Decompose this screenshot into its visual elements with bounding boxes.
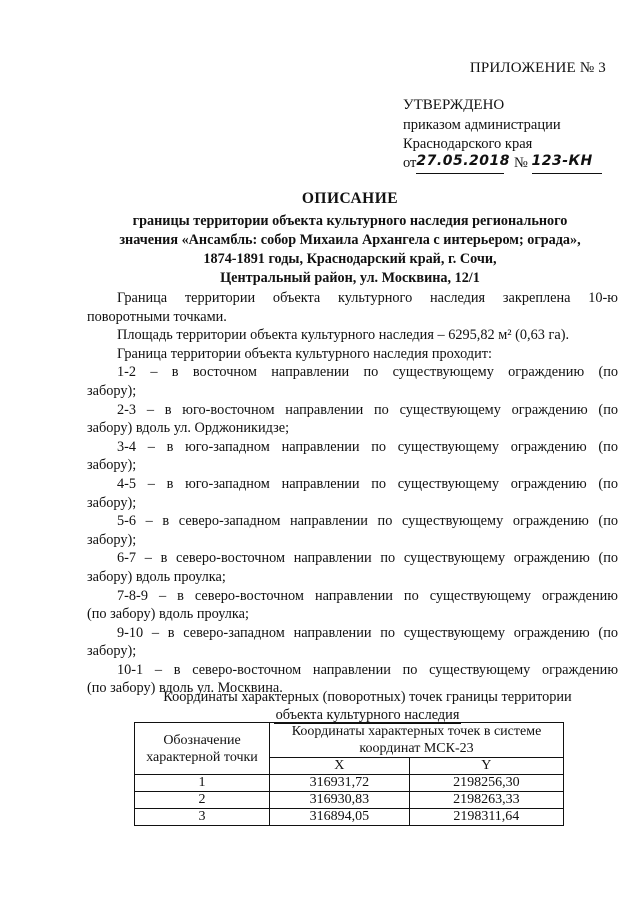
approval-stamp bbox=[403, 96, 618, 174]
header-coords: Координаты характерных точек в системе координат МСК-23 bbox=[270, 723, 564, 758]
table-header-row bbox=[135, 723, 564, 758]
date-prefix: от bbox=[403, 155, 417, 171]
handwritten-number: 123-КН bbox=[531, 153, 593, 169]
handwritten-date: 27.05.2018 bbox=[416, 153, 510, 169]
paragraph-first-line: Граница территории объекта культурного наследия проходит: bbox=[117, 345, 492, 362]
cell-y: 2198263,33 bbox=[409, 792, 563, 809]
header-point: Обозначение характерной точки bbox=[135, 723, 270, 775]
paragraph-first-line: 6-7 – в северо-восточном направлении по существующему ограждению (по bbox=[117, 550, 618, 567]
description-body bbox=[87, 289, 618, 698]
coordinates-table bbox=[134, 722, 564, 826]
paragraph-first-line: 3-4 – в юго-западном направлении по существующему ограждению (по bbox=[117, 438, 618, 455]
paragraph-first-line: 5-6 – в северо-западном направлении по существующему ограждению (по bbox=[117, 513, 618, 530]
paragraph-first-line: 2-3 – в юго-восточном направлении по существующему ограждению (по bbox=[117, 401, 618, 418]
heading-line: Центральный район, ул. Москвина, 12/1 bbox=[220, 270, 480, 286]
table-row bbox=[135, 809, 564, 826]
header-y: Y bbox=[409, 758, 563, 775]
appendix-label: ПРИЛОЖЕНИЕ № 3 bbox=[469, 60, 606, 76]
cell-y: 2198311,64 bbox=[409, 809, 563, 826]
table-row bbox=[135, 775, 564, 792]
number-prefix: № bbox=[514, 155, 528, 171]
approval-title: УТВЕРЖДЕНО bbox=[403, 97, 505, 113]
paragraph-continuation: забору); bbox=[87, 494, 137, 511]
caption-line-1: Координаты характерных (поворотных) точек границы территории bbox=[163, 689, 572, 705]
cell-point: 1 bbox=[135, 775, 270, 792]
table-caption bbox=[117, 688, 618, 724]
cell-y: 2198256,30 bbox=[409, 775, 563, 792]
paragraph-continuation: забору); bbox=[87, 382, 137, 399]
heading-line: границы территории объекта культурного наследия регионального bbox=[132, 213, 568, 229]
paragraph-continuation: забору) вдоль ул. Орджоникидзе; bbox=[87, 420, 290, 437]
table-row bbox=[135, 792, 564, 809]
header-x: X bbox=[270, 758, 410, 775]
paragraph-continuation: забору) вдоль проулка; bbox=[87, 568, 226, 585]
heading-line: 1874-1891 годы, Краснодарский край, г. Сочи, bbox=[203, 251, 497, 267]
paragraph-first-line: 9-10 – в северо-западном направлении по существующему ограждению (по bbox=[117, 624, 618, 641]
paragraph-continuation: (по забору) вдоль проулка; bbox=[87, 606, 249, 623]
paragraph-first-line: 10-1 – в северо-восточном направлении по существующему ограждению bbox=[117, 661, 618, 678]
approval-line-1: приказом администрации bbox=[403, 117, 561, 133]
approval-line-2: Краснодарского края bbox=[403, 136, 533, 152]
paragraph-continuation: забору); bbox=[87, 531, 137, 548]
cell-point: 2 bbox=[135, 792, 270, 809]
cell-x: 316931,72 bbox=[270, 775, 410, 792]
cell-x: 316894,05 bbox=[270, 809, 410, 826]
paragraph-first-line: Площадь территории объекта культурного наследия – 6295,82 м² (0,63 га). bbox=[117, 327, 570, 344]
heading-title: ОПИСАНИЕ bbox=[301, 190, 399, 207]
paragraph-continuation: забору); bbox=[87, 643, 137, 660]
approval-date-number bbox=[403, 154, 618, 174]
paragraph-first-line: 7-8-9 – в северо-восточном направлении по существующему ограждению bbox=[117, 587, 618, 604]
cell-point: 3 bbox=[135, 809, 270, 826]
paragraph-continuation: (по забору) вдоль ул. Москвина. bbox=[87, 680, 283, 697]
paragraph-first-line: Граница территории объекта культурного наследия закреплена 10-ю bbox=[117, 290, 618, 306]
paragraph-continuation: забору); bbox=[87, 457, 137, 474]
caption-line-2: объекта культурного наследия bbox=[275, 707, 460, 723]
paragraph-first-line: 4-5 – в юго-западном направлении по существующему ограждению (по bbox=[117, 475, 618, 492]
date-field bbox=[416, 153, 510, 174]
number-field bbox=[532, 154, 602, 174]
document-heading bbox=[90, 190, 610, 288]
cell-x: 316930,83 bbox=[270, 792, 410, 809]
heading-line: значения «Ансамбль: собор Михаила Архангела с интерьером; ограда», bbox=[119, 232, 581, 248]
paragraph-continuation: поворотными точками. bbox=[87, 308, 227, 325]
paragraph-first-line: 1-2 – в восточном направлении по существующему ограждению (по bbox=[117, 364, 618, 381]
